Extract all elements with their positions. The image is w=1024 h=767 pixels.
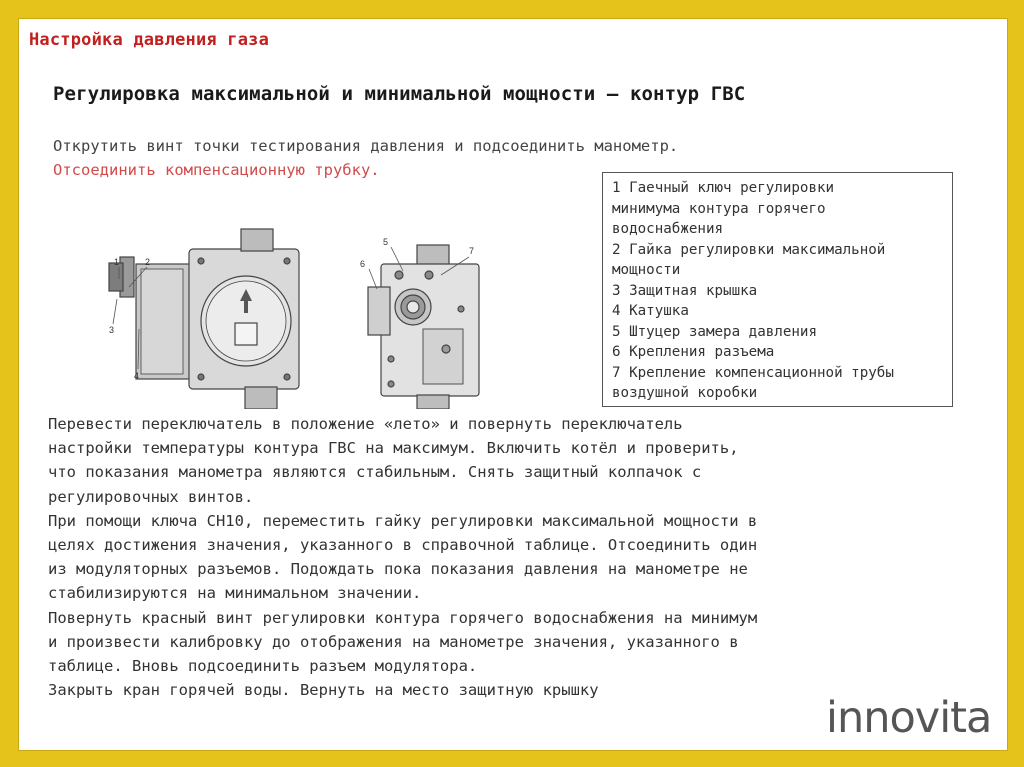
- innovita-logo: [826, 693, 991, 743]
- instruction-line: что показания манометра являются стабильным. Снять защитный колпачок с: [48, 463, 702, 482]
- instruction-line: регулировочных винтов.: [48, 487, 254, 506]
- section-title: Регулировка максимальной и минимальной мощности – контур ГВС: [53, 83, 746, 105]
- callout-4: 4: [134, 371, 140, 381]
- legend-line: 3 Защитная крышка: [612, 282, 758, 299]
- legend-line: 2 Гайка регулировки максимальной: [612, 241, 886, 258]
- legend-line: мощности: [612, 262, 681, 278]
- instruction-line: из модуляторных разъемов. Подождать пока показания давления на манометре не: [48, 560, 748, 579]
- instruction-line: Перевести переключатель в положение «лето» и повернуть переключатель: [48, 415, 683, 433]
- callout-5: 5: [383, 237, 389, 247]
- legend-line: 5 Штуцер замера давления: [612, 323, 817, 340]
- callout-2: 2: [145, 257, 151, 267]
- legend-line: 6 Крепления разъема: [612, 344, 775, 360]
- valve-front-view: [109, 229, 299, 409]
- legend-line: 1 Гаечный ключ регулировки: [612, 180, 835, 196]
- instructions-text: [48, 412, 978, 702]
- instruction-line: стабилизируются на минимальном значении.: [48, 584, 422, 603]
- slide-frame: [18, 18, 1008, 751]
- instruction-line: целях достижения значения, указанного в справочной таблице. Отсоединить один: [48, 536, 758, 555]
- callout-3: 3: [109, 325, 115, 335]
- legend-line: минимума контура горячего: [612, 200, 826, 217]
- callout-7: 7: [469, 246, 475, 256]
- instruction-line: таблице. Вновь подсоединить разъем модулятора.: [48, 657, 478, 676]
- legend-line: воздушной коробки: [612, 385, 758, 401]
- legend-box: [602, 172, 953, 407]
- instruction-line: настройки температуры контура ГВС на максимум. Включить котёл и проверить,: [48, 439, 739, 458]
- instruction-line: При помощи ключа CH10, переместить гайку регулировки максимальной мощности в: [48, 511, 758, 530]
- intro-line-2: Отсоединить компенсационную трубку.: [53, 161, 380, 179]
- intro-line-1: Открутить винт точки тестирования давления и подсоединить манометр.: [53, 137, 679, 155]
- valve-side-view: [368, 245, 479, 409]
- callout-6: 6: [360, 259, 366, 269]
- legend-line: водоснабжения: [612, 221, 724, 237]
- instruction-line: Повернуть красный винт регулировки контура горячего водоснабжения на минимум: [48, 608, 758, 627]
- legend-line: 7 Крепление компенсационной трубы: [612, 364, 894, 381]
- page-title: Настройка давления газа: [29, 30, 270, 50]
- instruction-line: Закрыть кран горячей воды. Вернуть на место защитную крышку: [48, 681, 599, 700]
- gas-valve-diagram: [81, 209, 481, 409]
- legend-line: 4 Катушка: [612, 303, 689, 319]
- instruction-line: и произвести калибровку до отображения на манометре значения, указанного в: [48, 632, 739, 651]
- brand-name: innovita: [826, 693, 992, 743]
- callout-1: 1: [114, 257, 120, 267]
